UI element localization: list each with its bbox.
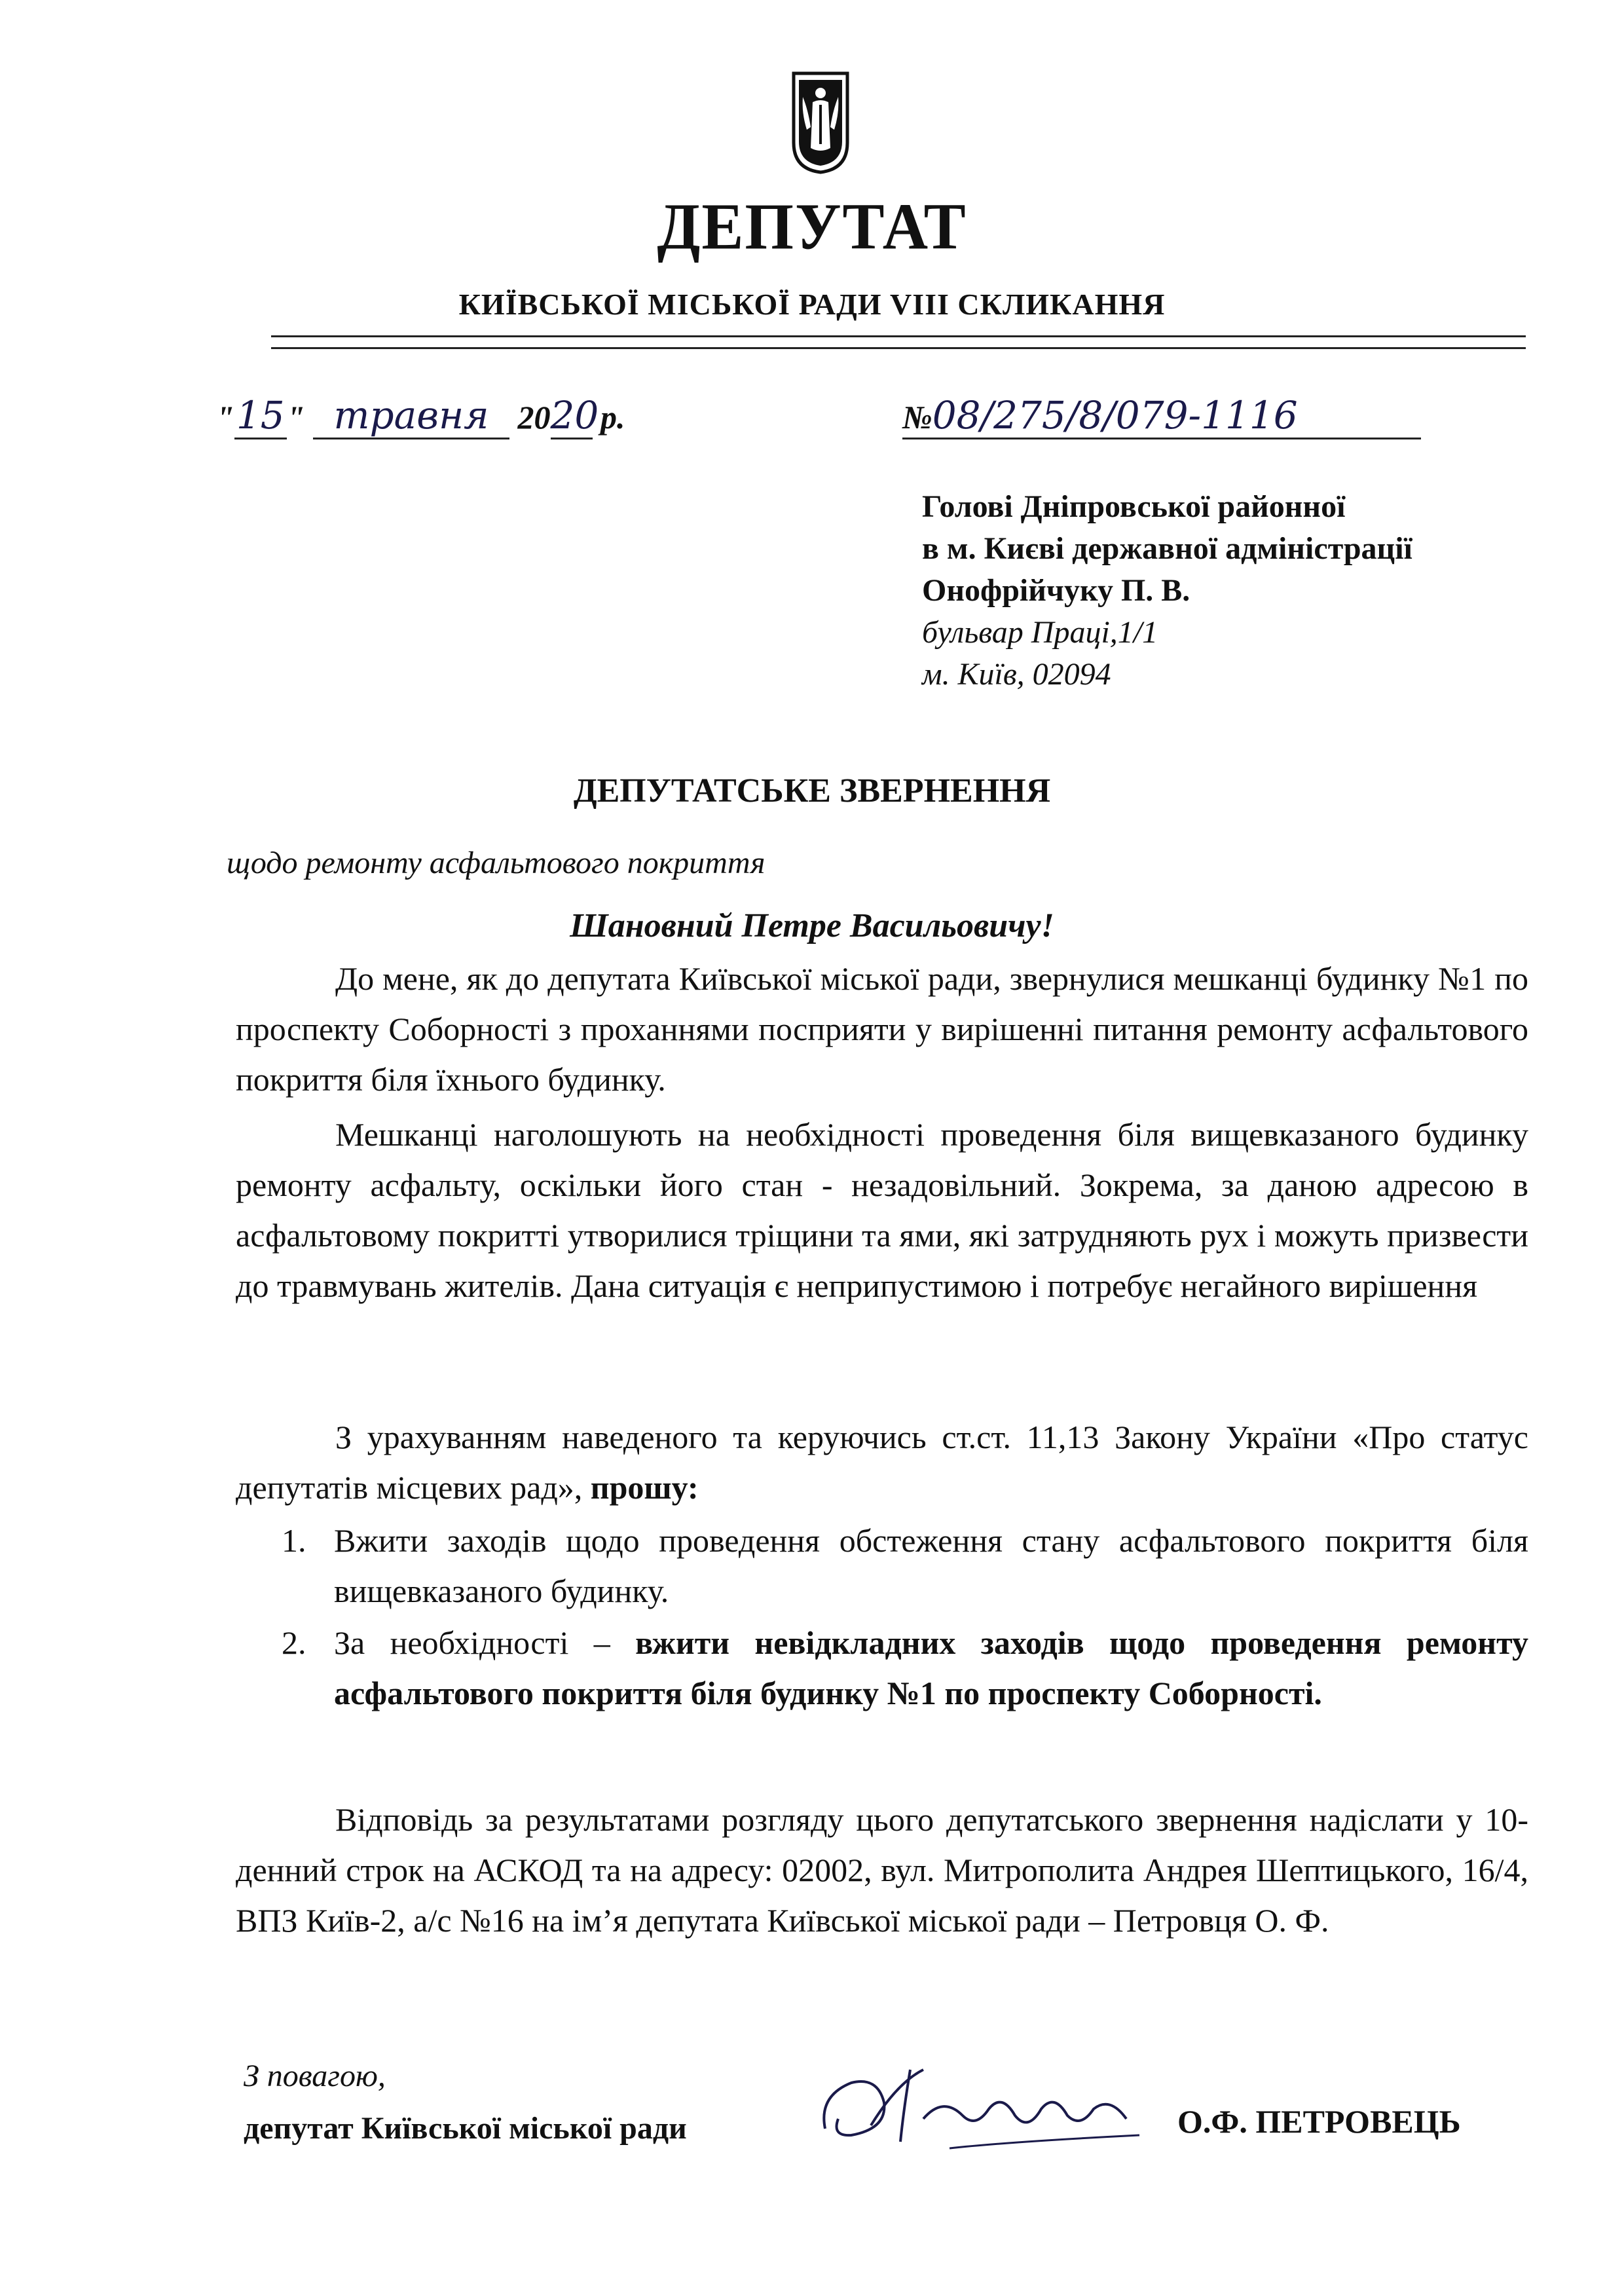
addressee-line-5: м. Київ, 02094 xyxy=(922,657,1111,692)
document-subject: щодо ремонту асфальтового покриття xyxy=(227,846,766,880)
kyiv-coat-of-arms-icon xyxy=(791,71,850,174)
list-item xyxy=(282,1618,1528,1719)
list-item-plain: За необхідності – xyxy=(334,1624,636,1661)
paragraph-3-text: З урахуванням наведеного та керуючись ст.ст. 11,13 Закону України «Про статус депутатів місцевих рад», xyxy=(236,1419,1528,1506)
paragraph-2: Мешканці наголошують на необхідності проведення біля вищевказаного будинку ремонту асфальту, оскільки його стан - незадовільний. Зокрема, за даною адресою в асфальтовому покритті утворилися тріщини та ями, які затрудняють рух і можуть призвести до травмувань жителів. Дана ситуація є неприпустимою і потребує негайного вирішення xyxy=(236,1116,1528,1304)
list-item-bold: вжити невідкладних заходів щодо проведення ремонту асфальтового покриття біля будинку №1 по проспекту Соборності. xyxy=(334,1624,1528,1711)
date-day: 15 xyxy=(234,393,287,439)
list-item xyxy=(282,1516,1528,1616)
reference-number xyxy=(902,393,1421,439)
addressee-line-1: Голові Дніпровської районної xyxy=(922,489,1346,524)
list-item-text xyxy=(334,1618,1528,1719)
addressee-line-4: бульвар Праці,1/1 xyxy=(922,615,1158,650)
date-month: травня xyxy=(313,393,509,439)
list-item-number: 1. xyxy=(282,1522,306,1559)
document-date: "15" травня 2020 р. xyxy=(216,393,625,439)
addressee-block xyxy=(922,486,1412,696)
header-rule-bottom xyxy=(271,347,1526,349)
date-year-suffix: 20 xyxy=(551,393,593,439)
list-item-number: 2. xyxy=(282,1624,306,1661)
header-title: ДЕПУТАТ xyxy=(657,189,967,263)
date-year-prefix: 20 xyxy=(517,399,551,436)
closing-position: депутат Київської міської ради xyxy=(244,2111,687,2146)
list-item-text: Вжити заходів щодо проведення обстеження стану асфальтового покриття біля вищевказаного будинку. xyxy=(334,1522,1528,1609)
paragraph-4: Відповідь за результатами розгляду цього депутатського звернення надіслати у 10-денний строк на АСКОД та на адресу: 02002, вул. Митрополита Андрея Шептицького, 16/4, ВПЗ Київ-2, а/с №16 на ім’я депутата Київської міської ради – Петровця О. Ф. xyxy=(236,1801,1528,1939)
addressee-line-3: Онофрійчуку П. В. xyxy=(922,573,1190,608)
reference-value: 08/275/8/079-1116 xyxy=(932,393,1298,438)
header-subtitle: КИЇВСЬКОЇ МІСЬКОЇ РАДИ VIII СКЛИКАННЯ xyxy=(458,288,1166,321)
closing-regards: З повагою, xyxy=(244,2059,386,2093)
handwritten-signature xyxy=(812,2057,1153,2155)
reference-prefix: № xyxy=(902,399,932,436)
signer-name: О.Ф. ПЕТРОВЕЦЬ xyxy=(1177,2103,1461,2140)
salutation: Шановний Петре Васильовичу! xyxy=(570,907,1054,944)
closing-block xyxy=(244,2050,687,2155)
date-suffix: р. xyxy=(600,399,625,436)
document-heading: ДЕПУТАТСЬКЕ ЗВЕРНЕННЯ xyxy=(573,772,1051,810)
paragraph-3-request: прошу: xyxy=(590,1469,699,1506)
header-rule-top xyxy=(271,335,1526,337)
addressee-line-2: в м. Києві державної адміністрації xyxy=(922,531,1412,566)
paragraph-3 xyxy=(236,1412,1528,1513)
paragraph-1: До мене, як до депутата Київської міської ради, звернулися мешканці будинку №1 по проспекту Соборності з проханнями посприяти у вирішенні питання ремонту асфальтового покриття біля їхнього будинку. xyxy=(236,960,1528,1098)
